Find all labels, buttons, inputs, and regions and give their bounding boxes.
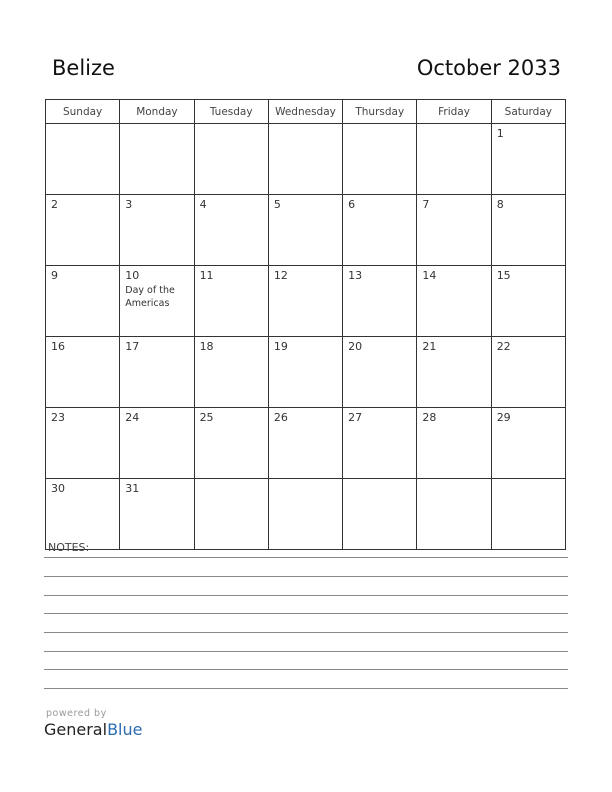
- day-cell: [417, 408, 491, 479]
- day-cell: [46, 408, 120, 479]
- day-cell: [194, 195, 268, 266]
- note-line: [44, 613, 568, 614]
- day-cell: [120, 124, 194, 195]
- day-number: 27: [348, 411, 363, 424]
- day-number: 18: [199, 340, 214, 353]
- day-cell: [343, 266, 417, 337]
- day-cell: [491, 195, 565, 266]
- day-number: 25: [199, 411, 214, 424]
- powered-by-text: powered by: [46, 708, 107, 719]
- day-cell: [417, 337, 491, 408]
- day-number: 14: [422, 269, 437, 282]
- day-number: 12: [273, 269, 288, 282]
- day-number: 21: [422, 340, 437, 353]
- weekday-header-row: [46, 100, 566, 124]
- day-number: 11: [199, 269, 214, 282]
- day-cell: [120, 266, 194, 337]
- day-cell: [491, 479, 565, 550]
- week-row: [46, 408, 566, 479]
- day-cell: [120, 408, 194, 479]
- day-number: 16: [51, 340, 65, 353]
- day-number: 1: [496, 127, 504, 140]
- day-number: 8: [496, 198, 504, 211]
- day-cell: [46, 479, 120, 550]
- day-number: 13: [348, 269, 363, 282]
- weekday-header: Wednesday: [268, 100, 342, 124]
- day-cell: [268, 195, 342, 266]
- day-cell: [120, 479, 194, 550]
- day-number: 17: [125, 340, 140, 353]
- day-cell: [46, 266, 120, 337]
- month-year-title: October 2033: [416, 56, 561, 80]
- day-cell: [194, 124, 268, 195]
- day-cell: [120, 337, 194, 408]
- day-number: 23: [51, 411, 65, 424]
- holiday-label: Day of the Americas: [125, 285, 175, 309]
- day-cell: [417, 195, 491, 266]
- day-number: 4: [199, 198, 207, 211]
- day-cell: [194, 337, 268, 408]
- brand-general-text: General: [44, 720, 108, 739]
- day-number: 29: [496, 411, 511, 424]
- calendar-grid: [45, 99, 566, 550]
- day-cell: [194, 408, 268, 479]
- day-number: 2: [51, 198, 58, 211]
- day-cell: [194, 479, 268, 550]
- day-number: 3: [125, 198, 133, 211]
- note-line: [44, 576, 568, 577]
- notes-label: NOTES:: [48, 541, 90, 554]
- note-line: [44, 688, 568, 689]
- day-number: 6: [348, 198, 356, 211]
- day-cell: [343, 124, 417, 195]
- day-cell: [120, 195, 194, 266]
- day-cell: [46, 337, 120, 408]
- day-number: 22: [496, 340, 511, 353]
- day-number: 5: [273, 198, 281, 211]
- day-number: 19: [273, 340, 288, 353]
- day-cell: [268, 337, 342, 408]
- day-number: 7: [422, 198, 430, 211]
- note-line: [44, 557, 568, 558]
- day-number: 20: [348, 340, 363, 353]
- day-cell: [343, 408, 417, 479]
- brand-logo: [44, 720, 142, 739]
- day-number: 30: [51, 482, 65, 495]
- week-row: [46, 479, 566, 550]
- week-row: [46, 124, 566, 195]
- week-row: [46, 337, 566, 408]
- week-row: [46, 266, 566, 337]
- day-cell: [343, 337, 417, 408]
- brand-blue-text: Blue: [107, 720, 143, 739]
- day-cell: [417, 266, 491, 337]
- day-number: 28: [422, 411, 437, 424]
- day-cell: [343, 195, 417, 266]
- day-cell: [343, 479, 417, 550]
- day-number: 15: [496, 269, 511, 282]
- weekday-header: Tuesday: [194, 100, 268, 124]
- day-cell: [268, 479, 342, 550]
- day-number: 9: [51, 269, 58, 282]
- day-cell: [491, 337, 565, 408]
- day-cell: [417, 124, 491, 195]
- country-title: Belize: [52, 56, 115, 80]
- day-cell: [491, 266, 565, 337]
- day-cell: [46, 124, 120, 195]
- day-number: 24: [125, 411, 140, 424]
- note-line: [44, 632, 568, 633]
- note-line: [44, 669, 568, 670]
- day-cell: [491, 124, 565, 195]
- week-row: [46, 195, 566, 266]
- note-line: [44, 651, 568, 652]
- weekday-header: Friday: [417, 100, 491, 124]
- day-cell: [268, 124, 342, 195]
- day-cell: [268, 408, 342, 479]
- day-cell: [417, 479, 491, 550]
- day-cell: [194, 266, 268, 337]
- day-cell: [268, 266, 342, 337]
- day-cell: [46, 195, 120, 266]
- note-line: [44, 595, 568, 596]
- weekday-header: Sunday: [46, 100, 120, 124]
- day-number: 31: [125, 482, 140, 495]
- weekday-header: Thursday: [343, 100, 417, 124]
- weekday-header: Monday: [120, 100, 194, 124]
- day-number: 10: [125, 269, 140, 282]
- day-cell: [491, 408, 565, 479]
- weekday-header: Saturday: [491, 100, 565, 124]
- day-number: 26: [273, 411, 288, 424]
